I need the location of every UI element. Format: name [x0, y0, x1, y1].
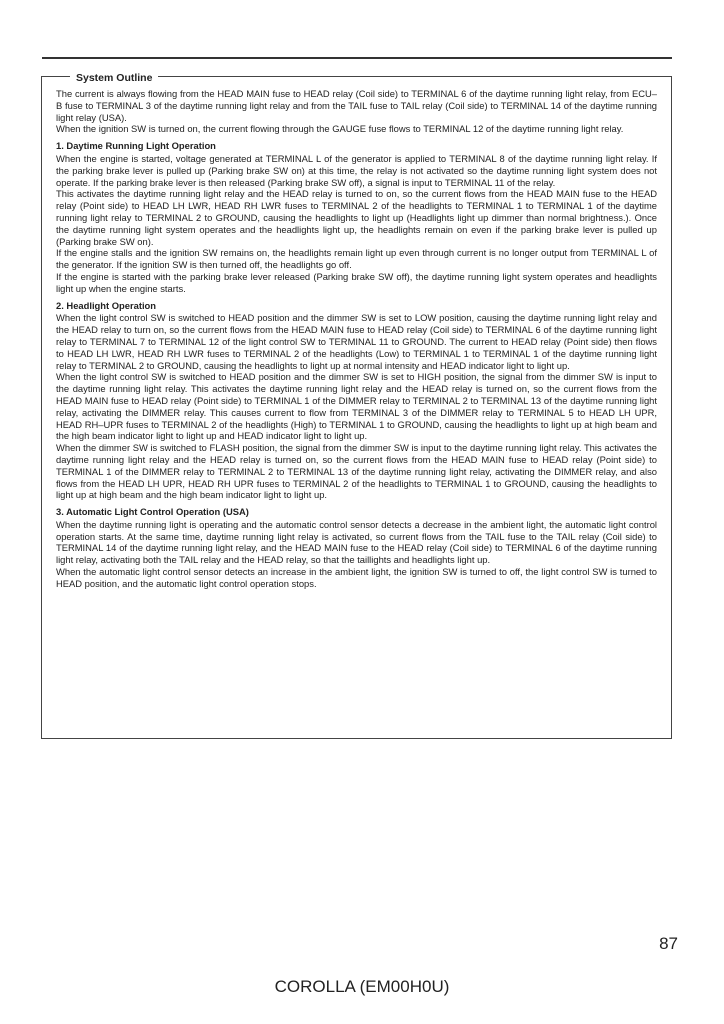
body-paragraph: If the engine is started with the parking brake lever released (Parking brake SW off), the daytime running light system operates and headlights light up when the engine starts.: [56, 270, 657, 294]
body-paragraph: When the daytime running light is operating and the automatic control sensor detects a decrease in the ambient light, the automatic light control operation starts. At the same time, daytime running light relay is activated, so current flows from the TAIL fuse to the TAIL relay (Coil side) to TERMINAL 14 of the daytime running light relay, and the HEAD MAIN fuse to the HEAD relay (Coil side) to TERMINAL 6 of the daytime running light relay, activating both the TAIL relay and the HEAD relay, so that the taillights and headlights light up.: [56, 518, 657, 566]
section-heading: 2. Headlight Operation: [56, 299, 157, 311]
body-paragraph: When the dimmer SW is switched to FLASH position, the signal from the dimmer SW is input to the daytime running light relay. This activates the daytime running light relay and the HEAD relay is turned on, so the current flows from the HEAD MAIN fuse to HEAD relay (Point side) to TERMINAL 1 of the DIMMER relay to TERMINAL 2 to TERMINAL 13 of the daytime running light relay, activating the DIMMER relay, and also flows from the HEAD LH UPR, HEAD RH UPR fuses to TERMINAL 2 of the headlights to TERMINAL 1 to GROUND, causing the headlights to light up at high beam and the high beam indicator light to light up.: [56, 442, 657, 501]
intro-paragraph: The current is always flowing from the HEAD MAIN fuse to HEAD relay (Coil side) to TERMINAL 6 of the daytime running light relay, from ECU–B fuse to TERMINAL 3 of the daytime running light relay and from the TAIL fuse to TAIL relay (Coil side) to TERMINAL 14 of the daytime running light relay (USA).: [56, 88, 657, 123]
body-paragraph: When the automatic light control sensor detects an increase in the ambient light, the ignition SW is turned to off, the light control SW is turned to HEAD position, and the automatic light control operation stops.: [56, 566, 657, 589]
footer-model-code: COROLLA (EM00H0U): [274, 977, 450, 996]
body-paragraph: This activates the daytime running light relay and the HEAD relay is turned to on, so the current flows from the HEAD MAIN fuse to the HEAD relay (Point side) to HEAD LH LWR, HEAD RH LWR fuses to TERMINAL 2 of the headlights to TERMINAL 1 to TERMINAL 1 of the daytime running light relay to TERMINAL 2 to GROUND, causing the headlights to light up (Headlights light up dimmer than normal brightness.). Once the daytime running light system operates and the headlights light up, the headlights remain on even if the parking brake lever is pulled up (Parking brake SW on).: [56, 188, 657, 247]
section-title: System Outline: [70, 72, 158, 84]
page-number: 87: [659, 934, 678, 953]
body-paragraph: If the engine stalls and the ignition SW remains on, the headlights remain light up even through current is no longer output from TERMINAL L of the generator. If the ignition SW is then turned off, the headlights go off.: [56, 247, 657, 271]
body-paragraph: When the engine is started, voltage generated at TERMINAL L of the generator is applied to TERMINAL 8 of the daytime running light relay. If the parking brake lever is pulled up (Parking brake SW on) at this time, the relay is not activated so the daytime running light system does not operate. If the parking brake lever is then released (Parking brake SW off), a signal is input to TERMINAL 11 of the relay.: [56, 152, 657, 188]
section-heading: 3. Automatic Light Control Operation (USA): [56, 506, 249, 518]
outline-content: [56, 88, 657, 590]
top-rule: [42, 57, 672, 59]
section-heading: 1. Daytime Running Light Operation: [56, 140, 216, 152]
intro-paragraph: When the ignition SW is turned on, the current flowing through the GAUGE fuse flows to TERMINAL 12 of the daytime running light relay.: [56, 123, 624, 135]
body-paragraph: When the light control SW is switched to HEAD position and the dimmer SW is set to HIGH position, the signal from the dimmer SW is input to the daytime running light relay. This activates the daytime running light relay and the HEAD relay is turned on, so the current flows from the HEAD MAIN fuse to HEAD relay (Point side) to TERMINAL 1 of the DIMMER relay to TERMINAL 2 to TERMINAL 13 of the daytime running light relay, activating the DIMMER relay. This causes current to flow from TERMINAL 3 of the DIMMER relay to TERMINAL 5 to HEAD LH UPR, HEAD RH–UPR fuses to TERMINAL 2 of the headlights (High) to TERMINAL 1 to GROUND, causing the headlights to light up at high beam and the high beam indicator light to light up and HEAD indicator light to light up.: [56, 371, 657, 442]
body-paragraph: When the light control SW is switched to HEAD position and the dimmer SW is set to LOW position, causing the daytime running light relay and the HEAD relay to turn on, so the current flows from the HEAD MAIN fuse to HEAD relay (Coil side) to TERMINAL 6 of the daytime running light relay to TERMINAL 7 to TERMINAL 12 of the light control SW to TERMINAL 11 to GROUND. The current to HEAD relay (Point side) then flows to HEAD LH LWR, HEAD RH LWR fuses to TERMINAL 2 of the headlights (Low) to TERMINAL 1 to TERMINAL 1 of the daytime running light relay to TERMINAL 2 to GROUND, causing the headlights to light up at normal intensity and HEAD indicator light to light up.: [56, 312, 657, 371]
